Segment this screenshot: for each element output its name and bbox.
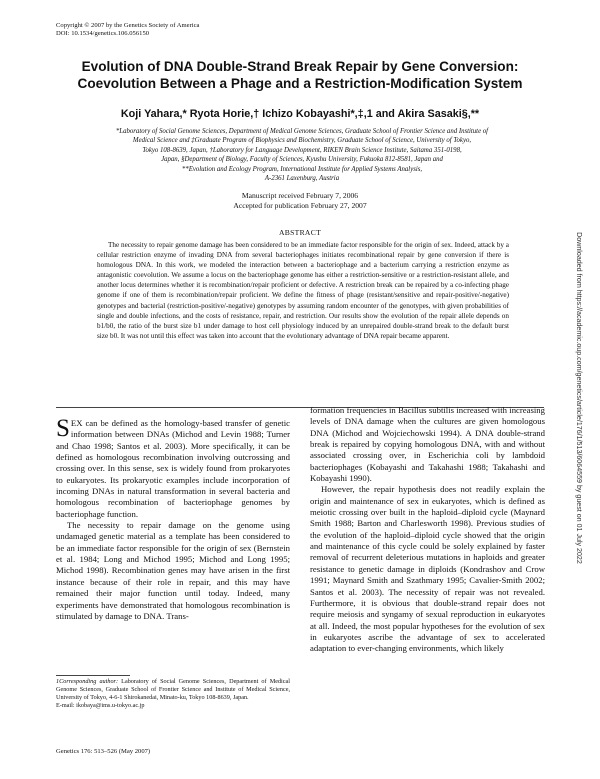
footnote-label: 1Corresponding author:	[56, 678, 119, 685]
author-list: Koji Yahara,* Ryota Horie,† Ichizo Kobayashi*,‡,1 and Akira Sasaki§,**	[120, 108, 480, 120]
intro-paragraph-1-text: EX can be defined as the homology-based transfer of genetic information between DNAs (Michod and Levin 1988; Turner and Chao 1998; Santos et al. 2003). More specifically, it can be defined as homologous recombination involving outcrossing and crossing over. In this sense, sex is widely found from prokaryotes to eukaryotes. Its prokaryotic examples include incorporation of incoming DNAs in natural transformation in several bacteria and homologous recombination of bacteriophage genomes by bacteriophage function.	[56, 418, 290, 519]
affiliations	[60, 127, 544, 183]
doi-line: DOI: 10.1534/genetics.106.056150	[56, 30, 150, 37]
body-paragraph: However, the repair hypothesis does not readily explain the origin and maintenance of sex in eukaryotes, which is defined as meiotic crossing over built in the haploid–diploid cycle (Maynard Smith 1988; Barton and Charlesworth 1998). Previous studies of the evolution of the haploid–diploid cycle showed that the origin and maintenance of this cycle could be solely explained by faster removal of recurrent deleterious mutations in haploids and greater resistance to genetic damage in diploids (Kondrashov and Crow 1991; Maynard Smith and Szathmary 1995; Cavalier-Smith 2002; Santos et al. 2003). The necessity of repair was not revealed. Furthermore, it is obvious that double-strand repair does not require meiosis and syngamy of sexual reproduction in eukaryotes at all. Indeed, the most popular hypotheses for the evolution of sex in eukaryotes ascribe the advantage of sex to accelerated adaptation to ever-changing environments, which likely	[310, 484, 545, 654]
journal-header	[56, 22, 199, 38]
copyright-line: Copyright © 2007 by the Genetics Society of America	[56, 22, 200, 29]
body-column-left	[56, 415, 290, 622]
journal-citation-footer: Genetics 176: 513–526 (May 2007)	[56, 748, 151, 755]
affiliation-line: Medical Science and ‡Graduate Program of Biophysics and Biochemistry, Graduate School of Science, University of Tokyo,	[132, 137, 472, 145]
affiliation-line: Tokyo 108-8639, Japan, †Laboratory for Language Development, RIKEN Brain Science Institute, Saitama 351-0198,	[142, 146, 462, 154]
title-line-1: Evolution of DNA Double-Strand Break Repair by Gene Conversion:	[81, 59, 519, 74]
intro-paragraph-1	[56, 415, 290, 520]
affiliation-line: **Evolution and Ecology Program, International Institute for Applied Systems Analysis,	[181, 165, 423, 173]
footnote-email[interactable]: E-mail: ikobaya@ims.u-tokyo.ac.jp	[56, 702, 145, 710]
download-watermark[interactable]: Downloaded from https://academic.oup.com/genetics/article/176/1/513/6064559 by guest on 01 July 2022	[575, 232, 583, 564]
drop-cap: S	[56, 415, 70, 442]
manuscript-dates	[40, 191, 560, 211]
abstract-body	[97, 240, 509, 341]
affiliation-line: Japan, §Department of Biology, Faculty of Sciences, Kyushu University, Fukuoka 812-8581, Japan and	[161, 156, 443, 164]
abstract-paragraph: The necessity to repair genome damage has been considered to be an immediate factor responsible for the origin of sex. Indeed, attack by a cellular restriction enzyme of invading DNA from several bacteriophages initiates recombinational repair by gene conversion if there is homologous DNA. In this work, we modeled the interaction between a bacteriophage and a bacterium carrying a restriction enzyme as antagonistic coevolution. We assume a locus on the bacteriophage genome has either a restriction-sensitive or a restriction-resistant allele, and another locus determines whether it is recombination/repair proficient or defective. A restriction break can be repaired by a co-infecting phage genome if one of them is recombination/repair proficient. We define the fitness of phage (resistant/sensitive and repair-positive/-negative) genotypes and bacterial (restriction-positive/-negative) genotypes by assuming random encounter of the genotypes, with given probabilities of single and double infections, and the costs of resistance, repair, and restriction. Our results show the evolution of the repair allele depends on b1/b0, the ratio of the burst size b1 under damage to host cell physiology induced by an unrepaired double-strand break to the default burst size b0. It was not until this effect was taken into account that the evolutionary advantage of DNA repair became apparent.	[97, 241, 509, 340]
body-column-right	[310, 405, 545, 655]
abstract-heading: ABSTRACT	[278, 228, 322, 237]
intro-paragraph-2: The necessity to repair damage on the genome using undamaged genetic material as a template has been considered to be an immediate factor responsible for the origin of sex (Bernstein et al. 1984; Long and Michod 1995; Michod and Long 1995; Michod 1998). Recombination genes may have arisen in the first instance because of their role in repair, and this may have remained their major function until today. Indeed, many experiments have demonstrated that homologous recombination is stimulated by damage to DNA. Trans-	[56, 520, 290, 621]
article-title	[40, 58, 560, 92]
footnote-rule	[56, 675, 130, 676]
accepted-date: Accepted for publication February 27, 2007	[233, 201, 367, 211]
corresponding-author-footnote	[56, 678, 290, 710]
body-paragraph-continued: formation frequencies in Bacillus subtilis increased with increasing levels of DNA damage when the cultures are given homologous DNA (Michod and Wojciechowski 1994). A DNA double-strand break is repaired by copying homologous DNA, with and without associated crossing over, in Escherichia coli by lambdoid bacteriophages (Kobayashi and Takahashi 1988; Takahashi and Kobayashi 1990).	[310, 405, 545, 484]
title-line-2: Coevolution Between a Phage and a Restriction-Modification System	[77, 76, 523, 91]
affiliation-line: *Laboratory of Social Genome Sciences, Department of Medical Genome Sciences, Graduate School of Frontier Science and Institute of	[115, 128, 489, 135]
affiliation-line: A-2361 Laxenburg, Austria	[264, 175, 340, 183]
received-date: Manuscript received February 7, 2006	[241, 191, 359, 200]
footnote-text: Laboratory of Social Genome Sciences, Department of Medical Genome Sciences, Graduate School of Frontier Science and Institute of Medical Science, University of Tokyo, 4-6-1 Shirokanedai, Minato-ku, Tokyo 108-8639, Japan.	[56, 678, 290, 702]
